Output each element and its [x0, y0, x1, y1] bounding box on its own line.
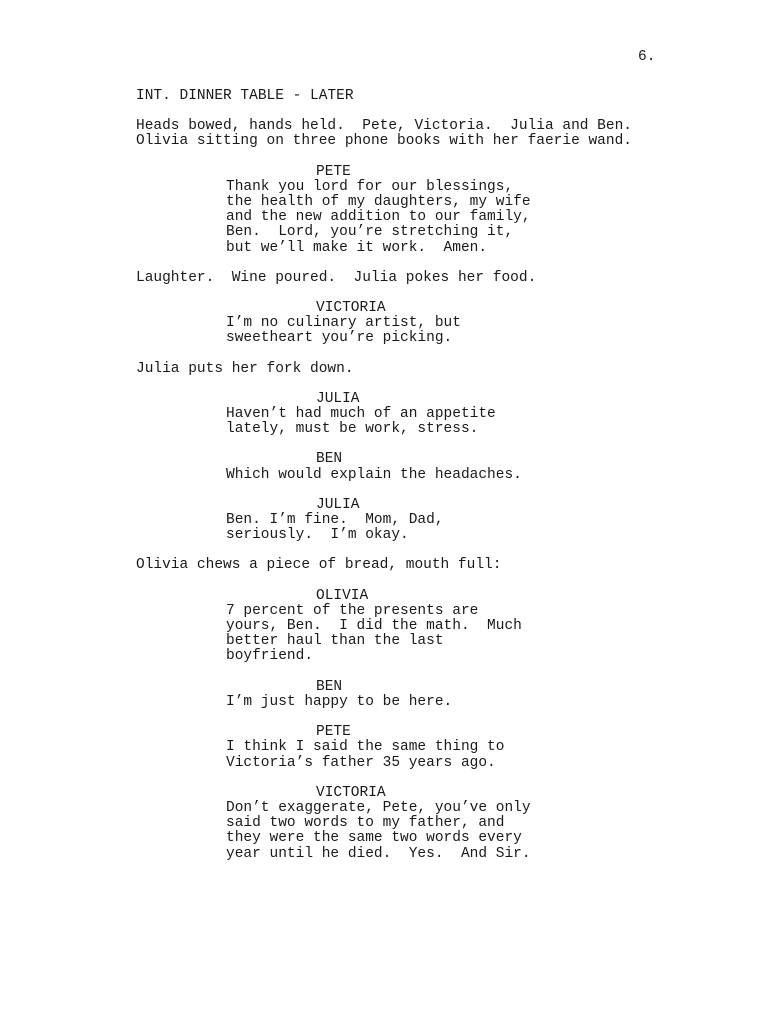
dialogue-line: but we’ll make it work. Amen.: [226, 239, 488, 256]
dialogue-line: I’m no culinary artist, but: [226, 315, 461, 332]
action-block: [136, 119, 696, 149]
action-line: Heads bowed, hands held. Pete, Victoria. Julia and Ben.: [136, 118, 632, 135]
dialogue-line: better haul than the last: [226, 633, 444, 650]
dialogue-line: Ben. I’m fine. Mom, Dad,: [226, 512, 444, 529]
dialogue-line: they were the same two words every: [226, 830, 522, 847]
action-line: Olivia chews a piece of bread, mouth full:: [136, 557, 502, 574]
dialogue-block: [136, 301, 696, 347]
dialogue-block: [136, 498, 696, 544]
dialogue-line: sweetheart you’re picking.: [226, 330, 453, 347]
action-block: [136, 362, 696, 377]
dialogue-block: [136, 392, 696, 438]
action-block: [136, 558, 696, 573]
dialogue-line: lately, must be work, stress.: [226, 421, 479, 438]
character-name: PETE: [316, 163, 351, 180]
character-name: PETE: [316, 724, 351, 741]
dialogue-line: Haven’t had much of an appetite: [226, 406, 496, 423]
dialogue-line: I’m just happy to be here.: [226, 693, 453, 710]
action-line: Julia puts her fork down.: [136, 360, 354, 377]
dialogue-line: 7 percent of the presents are: [226, 602, 479, 619]
action-line: Olivia sitting on three phone books with her faerie wand.: [136, 133, 632, 150]
dialogue-line: said two words to my father, and: [226, 815, 505, 832]
character-name: VICTORIA: [316, 784, 386, 801]
dialogue-line: the health of my daughters, my wife: [226, 194, 531, 211]
dialogue-block: [136, 589, 696, 665]
character-name: BEN: [316, 678, 343, 695]
dialogue-line: Victoria’s father 35 years ago.: [226, 754, 496, 771]
action-block: [136, 271, 696, 286]
character-name: VICTORIA: [316, 300, 386, 317]
dialogue-block: [136, 680, 696, 710]
dialogue-line: boyfriend.: [226, 648, 314, 665]
screenplay-body: [136, 89, 696, 862]
dialogue-line: yours, Ben. I did the math. Much: [226, 618, 522, 635]
dialogue-line: Thank you lord for our blessings,: [226, 178, 514, 195]
character-name: OLIVIA: [316, 587, 369, 604]
dialogue-block: [136, 452, 696, 482]
character-name: BEN: [316, 451, 343, 468]
dialogue-line: seriously. I’m okay.: [226, 527, 409, 544]
dialogue-block: [136, 165, 696, 256]
dialogue-line: and the new addition to our family,: [226, 209, 531, 226]
dialogue-line: Ben. Lord, you’re stretching it,: [226, 224, 514, 241]
dialogue-line: I think I said the same thing to: [226, 739, 505, 756]
dialogue-line: year until he died. Yes. And Sir.: [226, 845, 531, 862]
character-name: JULIA: [316, 390, 360, 407]
action-line: Laughter. Wine poured. Julia pokes her food.: [136, 269, 537, 286]
dialogue-line: Don’t exaggerate, Pete, you’ve only: [226, 799, 531, 816]
dialogue-block: [136, 786, 696, 862]
character-name: JULIA: [316, 496, 360, 513]
dialogue-block: [136, 725, 696, 771]
dialogue-line: Which would explain the headaches.: [226, 466, 522, 483]
page-number: 6.: [638, 49, 656, 65]
scene-heading: INT. DINNER TABLE - LATER: [136, 88, 354, 104]
